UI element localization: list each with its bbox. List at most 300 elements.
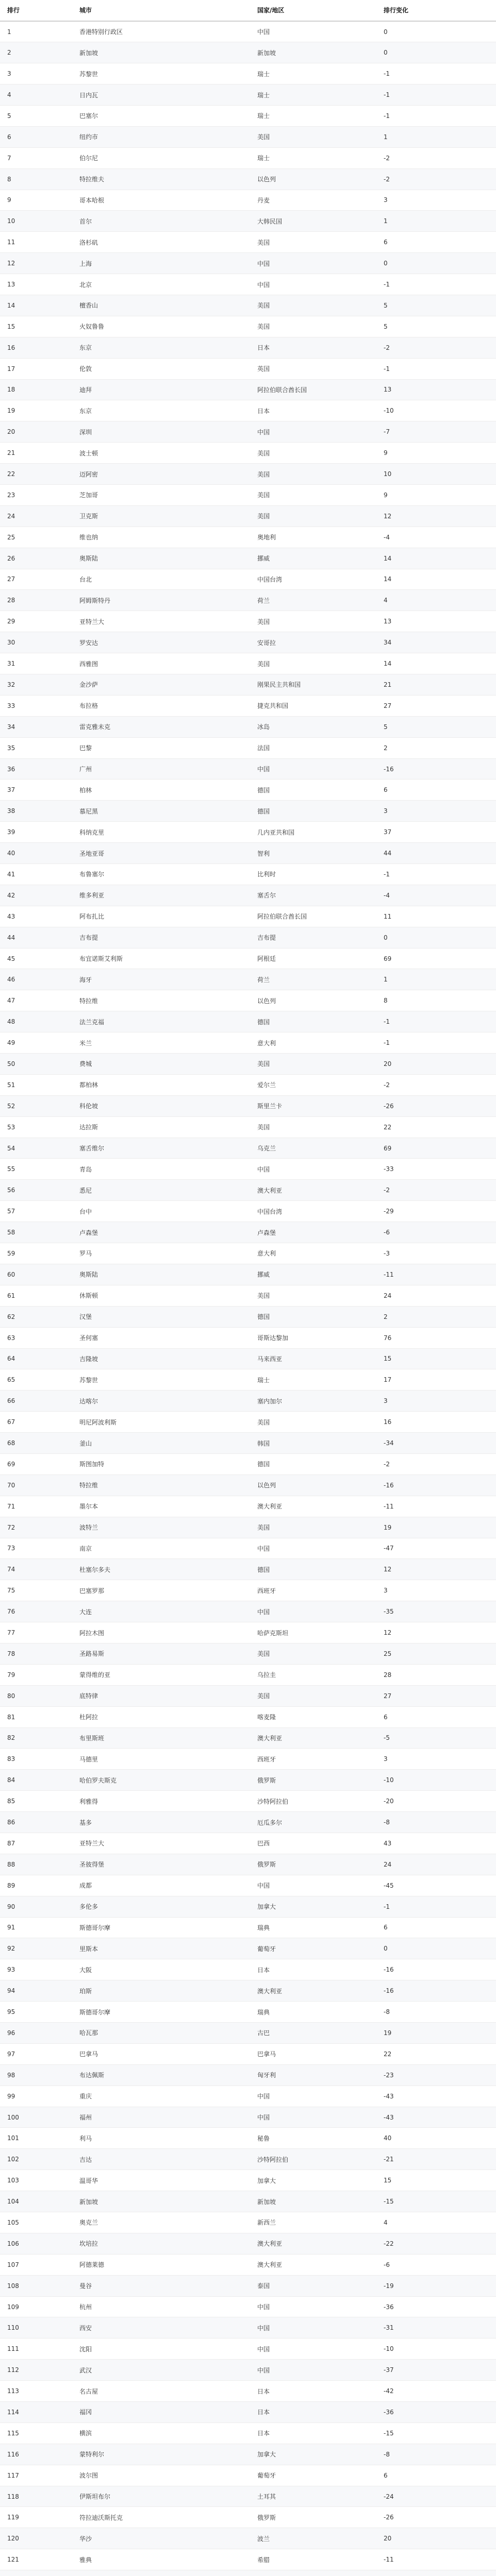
city-cell: 西雅图 (72, 653, 250, 674)
country-cell: 厄瓜多尔 (250, 1812, 376, 1833)
rank-cell: 107 (0, 2254, 72, 2275)
rank-cell: 87 (0, 1833, 72, 1854)
country-cell: 德国 (250, 1559, 376, 1580)
city-cell: 迪拜 (72, 379, 250, 400)
rank-change-cell: -6 (376, 1222, 496, 1243)
country-cell: 希腊 (250, 2549, 376, 2570)
rank-change-cell: -19 (376, 2275, 496, 2296)
country-cell: 以色列 (250, 990, 376, 1011)
table-row (0, 1854, 496, 1875)
table-row (0, 358, 496, 379)
rank-change-cell: 34 (376, 632, 496, 653)
country-cell: 日本 (250, 337, 376, 358)
rank-cell: 62 (0, 1306, 72, 1327)
country-cell: 中国 (250, 2086, 376, 2107)
country-cell: 葡萄牙 (250, 1938, 376, 1959)
city-cell: 特拉维夫 (72, 168, 250, 190)
city-cell: 沈阳 (72, 2338, 250, 2360)
table-row (0, 527, 496, 548)
table-row (0, 379, 496, 400)
rank-cell: 105 (0, 2212, 72, 2233)
rank-cell: 121 (0, 2549, 72, 2570)
table-row (0, 337, 496, 358)
city-cell: 哈瓦那 (72, 2023, 250, 2044)
rank-change-cell: 19 (376, 2023, 496, 2044)
country-cell: 西班牙 (250, 1580, 376, 1601)
city-cell: 金沙萨 (72, 674, 250, 696)
table-row (0, 1980, 496, 2002)
table-row (0, 969, 496, 990)
city-cell: 阿德莱德 (72, 2254, 250, 2275)
rank-cell: 119 (0, 2507, 72, 2528)
table-row (0, 779, 496, 801)
rank-change-cell: 76 (376, 1327, 496, 1348)
rank-cell: 99 (0, 2086, 72, 2107)
rank-change-cell: -1 (376, 1032, 496, 1054)
rank-change-cell: 12 (376, 1622, 496, 1643)
rank-change-cell: 4 (376, 2212, 496, 2233)
city-cell: 布里斯班 (72, 1727, 250, 1749)
rank-cell: 109 (0, 2296, 72, 2317)
country-cell: 澳大利亚 (250, 2233, 376, 2254)
table-row (0, 1201, 496, 1222)
country-cell: 美国 (250, 505, 376, 527)
country-cell: 日本 (250, 1959, 376, 1980)
rank-cell: 61 (0, 1285, 72, 1306)
city-cell: 悉尼 (72, 1180, 250, 1201)
table-row (0, 569, 496, 590)
country-cell: 挪威 (250, 548, 376, 569)
table-row (0, 2486, 496, 2507)
table-row (0, 1348, 496, 1369)
city-cell: 圣地亚哥 (72, 843, 250, 864)
rank-cell: 17 (0, 358, 72, 379)
rank-cell: 13 (0, 274, 72, 295)
country-cell: 冰岛 (250, 716, 376, 737)
table-row (0, 2528, 496, 2549)
table-row (0, 274, 496, 295)
table-row (0, 1938, 496, 1959)
city-cell: 伊斯坦布尔 (72, 2486, 250, 2507)
rank-change-cell: 17 (376, 1369, 496, 1391)
city-cell: 雅典 (72, 2549, 250, 2570)
rank-cell: 4 (0, 84, 72, 106)
rank-change-cell: -1 (376, 84, 496, 106)
table-row (0, 505, 496, 527)
rank-change-cell: 2 (376, 1306, 496, 1327)
city-cell: 名古屋 (72, 2381, 250, 2402)
city-cell: 曼谷 (72, 2275, 250, 2296)
country-cell: 大韩民国 (250, 211, 376, 232)
rank-change-cell: 5 (376, 295, 496, 316)
city-cell: 首尔 (72, 211, 250, 232)
rank-change-cell: 24 (376, 1854, 496, 1875)
rank-change-cell: 5 (376, 716, 496, 737)
country-cell: 卢森堡 (250, 1222, 376, 1243)
rank-change-cell: 43 (376, 1833, 496, 1854)
table-row (0, 1812, 496, 1833)
table-row (0, 2128, 496, 2149)
rank-cell: 104 (0, 2191, 72, 2212)
rank-change-cell: -5 (376, 1727, 496, 1749)
country-cell: 澳大利亚 (250, 1180, 376, 1201)
table-row (0, 927, 496, 948)
rank-change-cell: 0 (376, 927, 496, 948)
country-cell: 以色列 (250, 1475, 376, 1496)
table-row (0, 443, 496, 464)
rank-cell: 69 (0, 1453, 72, 1475)
city-cell: 利马 (72, 2128, 250, 2149)
rank-cell: 74 (0, 1559, 72, 1580)
table-row (0, 2422, 496, 2444)
rank-cell: 44 (0, 927, 72, 948)
rank-cell: 116 (0, 2444, 72, 2465)
country-cell: 中国台湾 (250, 1201, 376, 1222)
table-row (0, 1138, 496, 1159)
country-cell: 美国 (250, 126, 376, 147)
rank-change-cell: -16 (376, 1475, 496, 1496)
rank-change-cell: 0 (376, 42, 496, 63)
city-cell: 哥本哈根 (72, 190, 250, 211)
rank-change-cell: -6 (376, 2254, 496, 2275)
city-cell: 台中 (72, 1201, 250, 1222)
city-cell: 青岛 (72, 1159, 250, 1180)
rank-cell: 35 (0, 737, 72, 758)
rank-change-cell: -15 (376, 2191, 496, 2212)
city-cell: 斯德哥尔摩 (72, 2002, 250, 2023)
country-cell: 美国 (250, 316, 376, 337)
header-rank-change: 排行变化 (376, 0, 496, 21)
country-cell: 土耳其 (250, 2486, 376, 2507)
city-cell: 巴拿马 (72, 2043, 250, 2064)
country-cell: 爱尔兰 (250, 1074, 376, 1095)
city-cell: 大阪 (72, 1959, 250, 1980)
rank-cell: 63 (0, 1327, 72, 1348)
country-cell: 德国 (250, 1453, 376, 1475)
city-cell: 吉布提 (72, 927, 250, 948)
city-cell: 达喀尔 (72, 1391, 250, 1412)
rank-change-cell: -2 (376, 168, 496, 190)
table-row (0, 1727, 496, 1749)
rank-cell: 90 (0, 1896, 72, 1917)
city-cell: 布宜诺斯艾利斯 (72, 948, 250, 969)
country-cell: 中国台湾 (250, 569, 376, 590)
country-cell: 沙特阿拉伯 (250, 2149, 376, 2170)
country-cell: 美国 (250, 464, 376, 485)
rank-change-cell: 44 (376, 843, 496, 864)
table-row (0, 1095, 496, 1116)
rank-cell: 88 (0, 1854, 72, 1875)
table-row (0, 1959, 496, 1980)
country-cell: 沙特阿拉伯 (250, 1791, 376, 1812)
city-cell: 慕尼黑 (72, 801, 250, 822)
city-cell: 重庆 (72, 2086, 250, 2107)
rank-change-cell: -1 (376, 1896, 496, 1917)
country-cell: 巴西 (250, 1833, 376, 1854)
city-cell: 米兰 (72, 1032, 250, 1054)
rank-change-cell: 15 (376, 1348, 496, 1369)
rank-cell: 20 (0, 421, 72, 443)
city-cell: 杜阿拉 (72, 1706, 250, 1727)
table-row (0, 1264, 496, 1285)
rank-cell: 111 (0, 2338, 72, 2360)
country-cell: 中国 (250, 2296, 376, 2317)
city-cell: 苏黎世 (72, 63, 250, 84)
table-header (0, 0, 496, 21)
rank-change-cell: 1 (376, 211, 496, 232)
rank-change-cell: -3 (376, 1243, 496, 1264)
table-row (0, 484, 496, 505)
country-cell: 新加坡 (250, 42, 376, 63)
rank-cell: 15 (0, 316, 72, 337)
rank-cell: 102 (0, 2149, 72, 2170)
city-cell: 法兰克福 (72, 1011, 250, 1032)
rank-change-cell: 1 (376, 126, 496, 147)
rank-cell: 60 (0, 1264, 72, 1285)
rank-change-cell: 14 (376, 653, 496, 674)
table-row (0, 2444, 496, 2465)
rank-cell (0, 2570, 72, 2576)
table-row (0, 2507, 496, 2528)
city-cell: 横滨 (72, 2422, 250, 2444)
country-cell: 美国 (250, 295, 376, 316)
city-cell: 北京 (72, 274, 250, 295)
table-row (0, 1559, 496, 1580)
country-cell: 斯里兰卡 (250, 1095, 376, 1116)
city-cell: 阿姆斯特丹 (72, 590, 250, 611)
rank-change-cell: 0 (376, 253, 496, 274)
table-row (0, 84, 496, 106)
country-cell: 美国 (250, 484, 376, 505)
city-cell: 卢森堡 (72, 1222, 250, 1243)
rank-change-cell: -1 (376, 274, 496, 295)
rank-change-cell: 3 (376, 1580, 496, 1601)
city-cell: 坎培拉 (72, 2233, 250, 2254)
table-row (0, 1116, 496, 1138)
rank-cell: 75 (0, 1580, 72, 1601)
country-cell: 美国 (250, 1054, 376, 1075)
country-cell: 日本 (250, 400, 376, 421)
city-cell: 维也纳 (72, 527, 250, 548)
country-cell: 安哥拉 (250, 632, 376, 653)
country-cell: 比利时 (250, 864, 376, 885)
rank-change-cell: 4 (376, 590, 496, 611)
country-cell: 阿拉伯联合酋长国 (250, 906, 376, 927)
rank-change-cell: 11 (376, 906, 496, 927)
rank-cell: 23 (0, 484, 72, 505)
rank-cell: 18 (0, 379, 72, 400)
city-cell: 罗安达 (72, 632, 250, 653)
table-row (0, 2212, 496, 2233)
city-cell: 圣何塞 (72, 1327, 250, 1348)
city-cell: 底特律 (72, 1685, 250, 1706)
country-cell: 秘鲁 (250, 2128, 376, 2149)
country-cell: 德国 (250, 779, 376, 801)
country-cell: 中国 (250, 2107, 376, 2128)
table-row (0, 2275, 496, 2296)
country-cell: 中国 (250, 2338, 376, 2360)
table-row (0, 1327, 496, 1348)
header-city: 城市 (72, 0, 250, 21)
city-cell: 蒙得维的亚 (72, 1664, 250, 1685)
rank-cell: 106 (0, 2233, 72, 2254)
rank-change-cell: -35 (376, 1601, 496, 1622)
rank-change-cell: 12 (376, 1559, 496, 1580)
rank-change-cell: -31 (376, 2317, 496, 2338)
city-cell: 利雅得 (72, 1791, 250, 1812)
country-cell: 澳大利亚 (250, 2254, 376, 2275)
rank-change-cell: 2 (376, 737, 496, 758)
rank-change-cell: 27 (376, 1685, 496, 1706)
city-cell: 波士顿 (72, 443, 250, 464)
rank-cell: 86 (0, 1812, 72, 1833)
rank-cell: 80 (0, 1685, 72, 1706)
city-cell: 武汉 (72, 2360, 250, 2381)
table-row (0, 316, 496, 337)
city-cell: 火奴鲁鲁 (72, 316, 250, 337)
table-row (0, 864, 496, 885)
rank-cell: 25 (0, 527, 72, 548)
table-row (0, 1433, 496, 1454)
table-row (0, 1770, 496, 1791)
country-cell: 日本 (250, 2381, 376, 2402)
rank-change-cell: 69 (376, 1138, 496, 1159)
table-row (0, 1833, 496, 1854)
city-cell: 阿拉木图 (72, 1622, 250, 1643)
table-row (0, 590, 496, 611)
table-row (0, 464, 496, 485)
city-cell: 深圳 (72, 421, 250, 443)
rank-change-cell: -45 (376, 1875, 496, 1896)
city-cell: 里斯本 (72, 1938, 250, 1959)
city-cell: 芝加哥 (72, 484, 250, 505)
city-cell: 西安 (72, 2317, 250, 2338)
rank-change-cell: -2 (376, 1074, 496, 1095)
table-row (0, 695, 496, 716)
rank-cell: 66 (0, 1391, 72, 1412)
table-body (0, 21, 496, 2576)
rank-change-cell: 1 (376, 969, 496, 990)
rank-change-cell: -11 (376, 1264, 496, 1285)
table-row (0, 1875, 496, 1896)
country-cell: 瑞士 (250, 63, 376, 84)
rank-change-cell: 22 (376, 1116, 496, 1138)
table-row (0, 211, 496, 232)
city-cell: 迈阿密 (72, 464, 250, 485)
country-cell: 德国 (250, 801, 376, 822)
city-cell: 香港特别行政区 (72, 21, 250, 42)
table-row (0, 1517, 496, 1538)
rank-cell: 96 (0, 2023, 72, 2044)
rank-cell: 98 (0, 2064, 72, 2086)
rank-change-cell: -42 (376, 2381, 496, 2402)
table-row (0, 2170, 496, 2191)
table-row (0, 21, 496, 42)
rank-cell: 97 (0, 2043, 72, 2064)
city-cell: 基多 (72, 1812, 250, 1833)
rank-change-cell: 14 (376, 569, 496, 590)
country-cell: 吉布提 (250, 927, 376, 948)
table-row (0, 1791, 496, 1812)
table-row (0, 948, 496, 969)
city-cell: 上海 (72, 253, 250, 274)
country-cell: 美国 (250, 653, 376, 674)
country-cell: 瑞士 (250, 147, 376, 168)
rank-cell: 101 (0, 2128, 72, 2149)
rank-cell: 76 (0, 1601, 72, 1622)
city-cell: 伦敦 (72, 358, 250, 379)
table-row (0, 190, 496, 211)
rank-cell: 30 (0, 632, 72, 653)
city-cell: 汉堡 (72, 1306, 250, 1327)
rank-change-cell: -10 (376, 1770, 496, 1791)
rank-change-cell (376, 2570, 496, 2576)
rank-cell: 65 (0, 1369, 72, 1391)
city-cell: 斯图加特 (72, 1453, 250, 1475)
table-row (0, 822, 496, 843)
country-cell: 匈牙利 (250, 2064, 376, 2086)
rank-cell: 19 (0, 400, 72, 421)
rank-cell: 83 (0, 1749, 72, 1770)
country-cell: 中国 (250, 758, 376, 779)
country-cell: 哈萨克斯坦 (250, 1622, 376, 1643)
rank-cell: 103 (0, 2170, 72, 2191)
rank-cell: 94 (0, 1980, 72, 2002)
rank-change-cell: -2 (376, 1180, 496, 1201)
city-cell: 多伦多 (72, 1896, 250, 1917)
rank-cell: 34 (0, 716, 72, 737)
city-cell: 吉隆坡 (72, 1348, 250, 1369)
city-cell: 亚特兰大 (72, 1833, 250, 1854)
country-cell: 智利 (250, 843, 376, 864)
rank-cell: 54 (0, 1138, 72, 1159)
table-row (0, 2465, 496, 2486)
city-cell: 纽约市 (72, 126, 250, 147)
city-cell: 温哥华 (72, 2170, 250, 2191)
table-row (0, 400, 496, 421)
city-cell: 广州 (72, 758, 250, 779)
rank-cell: 115 (0, 2422, 72, 2444)
rank-cell: 68 (0, 1433, 72, 1454)
table-row (0, 1496, 496, 1517)
country-cell: 中国 (250, 2360, 376, 2381)
rank-change-cell: -36 (376, 2296, 496, 2317)
table-row (0, 632, 496, 653)
country-cell: 俄罗斯 (250, 1854, 376, 1875)
rank-cell: 92 (0, 1938, 72, 1959)
city-cell: 休斯顿 (72, 1285, 250, 1306)
city-cell: 墨尔本 (72, 1496, 250, 1517)
rank-change-cell: 69 (376, 948, 496, 969)
city-cell: 维多利亚 (72, 885, 250, 906)
city-cell: 柏林 (72, 779, 250, 801)
country-cell: 荷兰 (250, 969, 376, 990)
table-row (0, 232, 496, 253)
table-row (0, 2064, 496, 2086)
city-cell: 塞舌维尔 (72, 1138, 250, 1159)
rank-change-cell: -2 (376, 337, 496, 358)
city-cell: 波特兰 (72, 1517, 250, 1538)
country-cell: 美国 (250, 611, 376, 632)
table-row (0, 1306, 496, 1327)
rank-change-cell: -15 (376, 2422, 496, 2444)
rank-cell: 21 (0, 443, 72, 464)
rank-change-cell: 16 (376, 1412, 496, 1433)
rank-change-cell: -8 (376, 2002, 496, 2023)
rank-change-cell: -1 (376, 358, 496, 379)
rank-cell: 95 (0, 2002, 72, 2023)
rank-change-cell: 6 (376, 1706, 496, 1727)
